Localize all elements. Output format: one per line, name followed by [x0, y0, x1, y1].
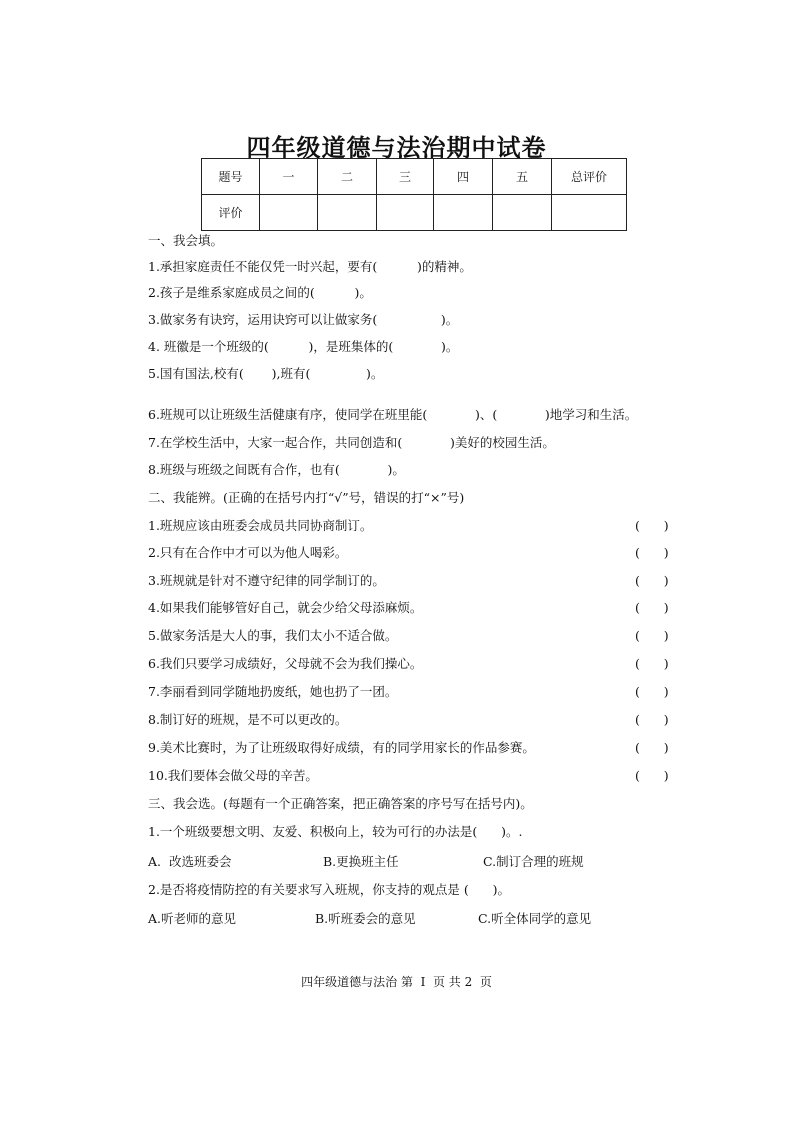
answer-parentheses[interactable]: ( ): [635, 768, 669, 783]
table-cell: 二: [318, 159, 377, 195]
table-cell: [434, 195, 493, 231]
section3-heading: 三、我会选。(每题有一个正确答案，把正确答案的序号写在括号内)。: [148, 796, 533, 811]
score-table-eval-row: [202, 195, 627, 231]
table-cell: [552, 195, 627, 231]
choice-option-c[interactable]: C.制订合理的班规: [483, 854, 584, 869]
judge-question: 7.李丽看到同学随地扔废纸，她也扔了一团。: [148, 684, 398, 699]
choice-option-a[interactable]: A. 改选班委会: [148, 854, 232, 869]
table-cell: 四: [434, 159, 493, 195]
fill-question: 6.班规可以让班级生活健康有序，使同学在班里能( )、( )地学习和生活。: [148, 407, 638, 422]
fill-question: 5.国有国法,校有( ),班有( )。: [148, 366, 384, 381]
table-cell: 评价: [202, 195, 260, 231]
answer-parentheses[interactable]: ( ): [635, 573, 669, 588]
fill-question: 3.做家务有诀窍，运用诀窍可以让做家务( )。: [148, 312, 459, 327]
fill-question: 7.在学校生活中，大家一起合作，共同创造和( )美好的校园生活。: [148, 435, 555, 450]
choice-option-b[interactable]: B.听班委会的意见: [315, 911, 416, 926]
choice-option-c[interactable]: C.听全体同学的意见: [478, 911, 592, 926]
table-cell: 一: [260, 159, 318, 195]
exam-title: 四年级道德与法治期中试卷: [246, 134, 547, 162]
choice-option-a[interactable]: A.听老师的意见: [148, 911, 237, 926]
section1-heading: 一、我会填。: [148, 233, 224, 248]
fill-question: 8.班级与班级之间既有合作，也有( )。: [148, 462, 405, 477]
fill-question: 2.孩子是维系家庭成员之间的( )。: [148, 285, 372, 300]
judge-question: 8.制订好的班规，是不可以更改的。: [148, 712, 348, 727]
judge-question: 10.我们要体会做父母的辛苦。: [148, 768, 318, 783]
table-cell: 五: [493, 159, 552, 195]
answer-parentheses[interactable]: ( ): [635, 684, 669, 699]
fill-question: 1.承担家庭责任不能仅凭一时兴起，要有( )的精神。: [148, 259, 472, 274]
table-cell: [318, 195, 377, 231]
score-table-header-row: [202, 159, 627, 195]
answer-parentheses[interactable]: ( ): [635, 740, 669, 755]
table-cell: [260, 195, 318, 231]
answer-parentheses[interactable]: ( ): [635, 712, 669, 727]
page-footer: 四年级道德与法治 第 I 页 共 2 页: [301, 975, 492, 989]
table-cell: 三: [377, 159, 434, 195]
table-cell: 总评价: [552, 159, 627, 195]
answer-parentheses[interactable]: ( ): [635, 628, 669, 643]
choice-option-b[interactable]: B.更换班主任: [323, 854, 399, 869]
judge-question: 1.班规应该由班委会成员共同协商制订。: [148, 518, 373, 533]
judge-question: 3.班规就是针对不遵守纪律的同学制订的。: [148, 573, 385, 588]
answer-parentheses[interactable]: ( ): [635, 656, 669, 671]
judge-question: 5.做家务活是大人的事，我们太小不适合做。: [148, 628, 398, 643]
table-cell: [377, 195, 434, 231]
fill-question: 4. 班徽是一个班级的( )，是班集体的( )。: [148, 339, 459, 354]
section2-heading: 二、我能辨。(正确的在括号内打“√”号，错误的打“×”号): [148, 490, 465, 505]
score-table: [201, 158, 627, 231]
answer-parentheses[interactable]: ( ): [635, 600, 669, 615]
choice-question: 2.是否将疫情防控的有关要求写入班规，你支持的观点是 ( )。: [148, 882, 510, 897]
answer-parentheses[interactable]: ( ): [635, 518, 669, 533]
answer-parentheses[interactable]: ( ): [635, 545, 669, 560]
judge-question: 2.只有在合作中才可以为他人喝彩。: [148, 545, 348, 560]
table-cell: 题号: [202, 159, 260, 195]
table-cell: [493, 195, 552, 231]
judge-question: 9.美术比赛时，为了让班级取得好成绩，有的同学用家长的作品参赛。: [148, 740, 535, 755]
judge-question: 4.如果我们能够管好自己，就会少给父母添麻烦。: [148, 600, 423, 615]
judge-question: 6.我们只要学习成绩好，父母就不会为我们操心。: [148, 656, 423, 671]
choice-question: 1.一个班级要想文明、友爱、积极向上，较为可行的办法是( )。.: [148, 824, 523, 839]
